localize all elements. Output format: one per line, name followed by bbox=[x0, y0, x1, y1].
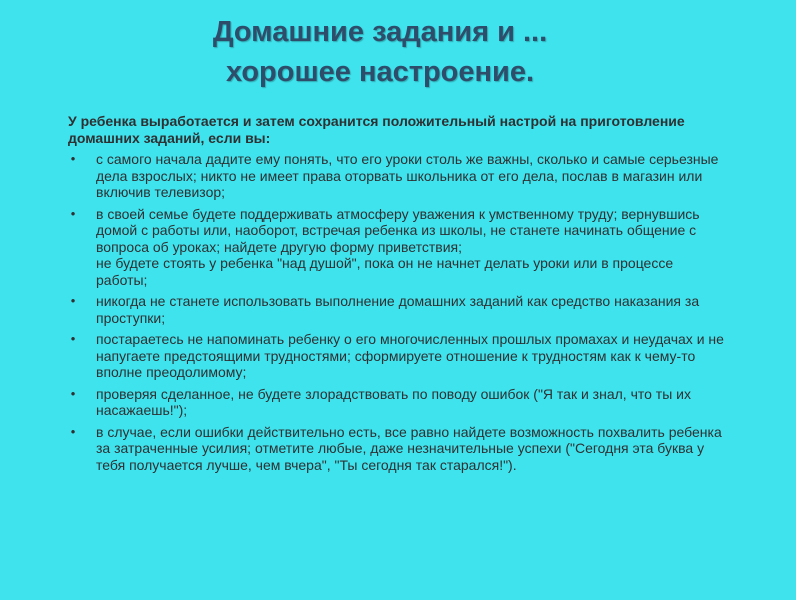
intro-text: У ребенка выработается и затем сохранится положительный настрой на приготовление домашних заданий, если вы: bbox=[68, 113, 685, 146]
bullet-item bbox=[68, 293, 728, 326]
bullet-text: в случае, если ошибки действительно есть, все равно найдете возможность похвалить ребенка за затраченные усилия; отметите любые, даже незначительные успехи ("Сегодня эта буква у тебя получается лучше, чем вчера", "Ты сегодня так старался!"). bbox=[96, 423, 722, 473]
slide-title bbox=[100, 12, 660, 92]
bullet-text: никогда не станете использовать выполнение домашних заданий как средство наказания за проступки; bbox=[96, 293, 700, 326]
bullet-list bbox=[68, 151, 728, 478]
bullet-dot-icon: • bbox=[70, 331, 76, 346]
bullet-dot-icon: • bbox=[70, 293, 76, 308]
bullet-dot-icon: • bbox=[70, 205, 76, 221]
bullet-text: проверяя сделанное, не будете злорадствовать по поводу ошибок ("Я так и знал, что ты их насажаешь!"); bbox=[96, 385, 691, 418]
bullet-item bbox=[68, 331, 728, 381]
bullet-text: в своей семье будете поддерживать атмосферу уважения к умственному труду; вернувшись домой с работы или, наоборот, встречая ребенка из школы, не станете начинать общение с вопроса об уроках; найдете другую форму приветствия; не будете стоять у ребенка "над душой", пока он не начнет делать уроки или в процессе работы; bbox=[96, 205, 700, 288]
bullet-dot-icon: • bbox=[70, 385, 76, 401]
bullet-item bbox=[68, 206, 728, 289]
bullet-item bbox=[68, 151, 728, 201]
bullet-item bbox=[68, 424, 728, 474]
slide-right-edge bbox=[796, 0, 800, 600]
bullet-dot-icon: • bbox=[70, 423, 76, 439]
bullet-item bbox=[68, 386, 728, 419]
slide-title-line-2: хорошее настроение. bbox=[225, 56, 535, 88]
bullet-text: постараетесь не напоминать ребенку о его многочисленных прошлых промахах и неудачах и не напугаете предстоящими трудностями; сформируете отношение к трудностям как к чему-то вполне преодолимому; bbox=[96, 331, 724, 380]
slide-title-line-1: Домашние задания и ... bbox=[212, 16, 548, 48]
bullet-dot-icon: • bbox=[70, 151, 76, 166]
bullet-text: с самого начала дадите ему понять, что его уроки столь же важны, сколько и самые серьезные дела взрослых; никто не имеет права оторвать школьника от его дела, послав в магазин или включив телевизор; bbox=[96, 151, 719, 200]
